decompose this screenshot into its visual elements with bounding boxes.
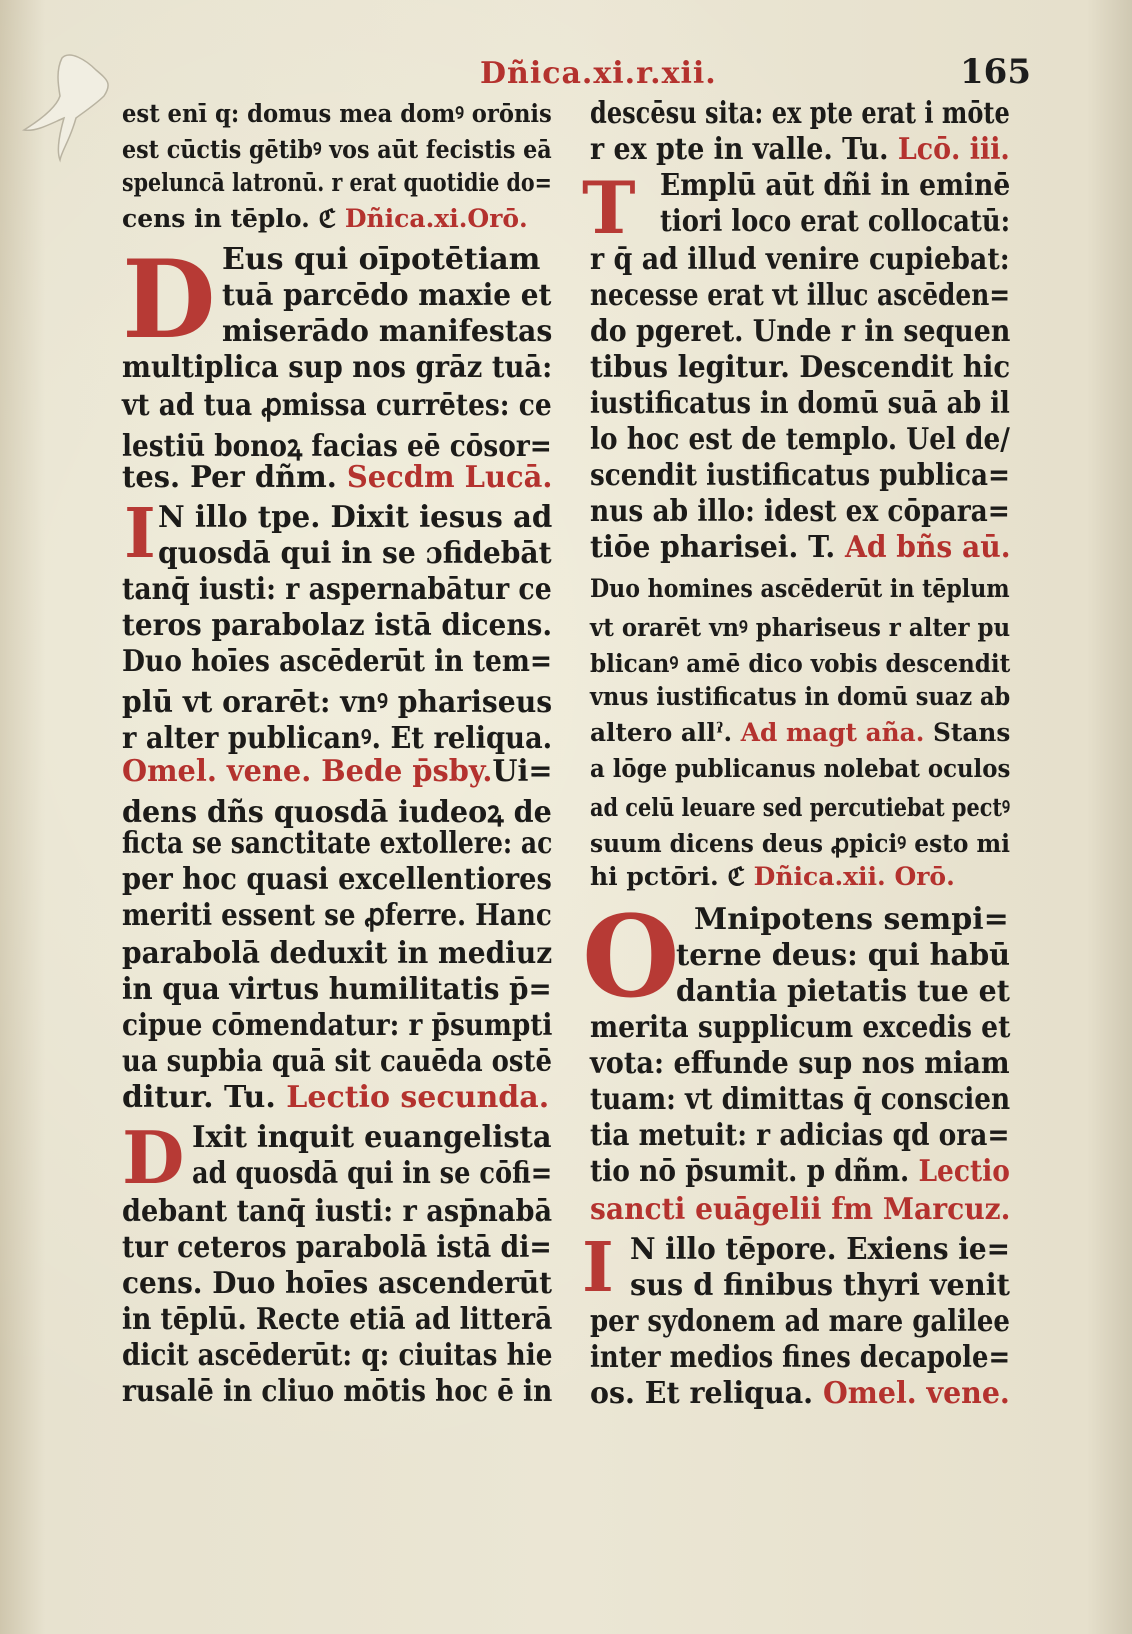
line-text: tia metuit: r adicias qd ora= <box>590 1118 1010 1153</box>
text-line <box>122 1044 552 1079</box>
line-text: parabolā deduxit in mediuz <box>122 936 553 971</box>
line-text: r ex pte in valle. Tu. <box>590 132 889 167</box>
text-line <box>158 536 552 571</box>
text-line <box>122 1374 552 1409</box>
line-text: a lōge publicanus nolebat oculos <box>590 754 1011 783</box>
text-line <box>192 1156 552 1191</box>
line-text: N illo tpe. Dixit iesus ad <box>158 500 553 535</box>
line-text: hi pctōri. ℭ <box>590 862 745 891</box>
line-text: quosdā qui in se ɔfidebāt <box>158 536 552 571</box>
line-text: in qua virtus humilitatis p̄= <box>122 972 552 1007</box>
text-line <box>222 242 540 277</box>
text-line <box>660 168 1010 203</box>
line-text: Mnipotens sempi= <box>694 902 1009 937</box>
rubric-text: Dñica.xi.Orō. <box>336 204 528 233</box>
line-text: r alter publicanꝰ. Et reliqua. <box>122 721 553 756</box>
text-line <box>676 938 1010 973</box>
text-line <box>122 1008 552 1043</box>
line-text: dicit ascēderūt: q: ciuitas hie <box>122 1338 553 1373</box>
text-line <box>676 974 1010 1009</box>
line-text: est cūctis gētibꝰ vos aūt fecistis eā <box>122 135 552 164</box>
line-text: Stans <box>924 718 1011 747</box>
line-text: vota: effunde sup nos miam <box>590 1046 1010 1081</box>
line-text: blicanꝰ amē dico vobis descendit <box>590 649 1011 678</box>
text-line <box>122 898 552 933</box>
line-text: necesse erat vt illuc ascēden= <box>590 278 1011 313</box>
rubricated-initial: T <box>582 165 636 250</box>
line-text: tuam: vt dimittas q̄ conscien <box>590 1082 1011 1117</box>
rubric-text: Lectio <box>909 1154 1010 1189</box>
rubricated-initial: I <box>582 1228 614 1308</box>
line-text: teros parabolaz istā dicens. <box>122 608 553 643</box>
text-line <box>590 1304 1010 1339</box>
line-text: altero allˀ. <box>590 718 733 747</box>
text-line <box>122 1302 552 1337</box>
line-text: ficta se sanctitate extollere: ac <box>122 826 553 861</box>
text-line <box>694 902 1009 937</box>
torn-margin-mark <box>0 0 140 180</box>
line-text: ua supbia quā sit cauēda ostē <box>122 1044 552 1079</box>
text-line <box>590 1192 1010 1227</box>
text-line <box>590 386 1010 421</box>
text-line <box>122 96 552 130</box>
line-text: ditur. Tu. <box>122 1080 276 1115</box>
text-line <box>122 936 552 971</box>
line-text: Duo hoīes ascēderūt in tem= <box>122 644 553 679</box>
text-line <box>122 204 528 233</box>
line-text: suum dicens deus ꝓpiciꝰ esto mi <box>590 829 1011 858</box>
text-line <box>122 716 552 757</box>
line-text: terne deus: qui habū <box>676 938 1011 973</box>
line-text: sus d finibus thyri venit <box>630 1268 1010 1303</box>
text-line <box>122 1194 552 1229</box>
text-line <box>122 608 552 643</box>
text-line <box>630 1268 1010 1303</box>
line-text: N illo tēpore. Exiens ie= <box>630 1232 1011 1267</box>
line-text: os. Et reliqua. <box>590 1376 814 1411</box>
text-line <box>590 278 1010 313</box>
line-text: Eus qui oīpotētiam <box>222 242 541 277</box>
line-text: vt orarēt vnꝰ phariseus r alter pu <box>590 613 1011 642</box>
running-title: Dñica.xi.r.xii. <box>480 56 717 91</box>
text-line <box>122 460 552 495</box>
text-line <box>590 314 1010 349</box>
text-line <box>122 862 552 897</box>
rubric-text: Omel. vene. <box>813 1376 1010 1411</box>
line-text: multiplica sup nos grāz tuā: <box>122 350 553 385</box>
text-line <box>122 424 552 465</box>
text-line <box>122 1338 552 1373</box>
rubric-text: Lectio secunda. <box>275 1080 550 1115</box>
rubricated-initial: D <box>122 1115 185 1200</box>
line-text: dantia pietatis tue et <box>676 974 1010 1009</box>
text-line <box>590 610 1010 644</box>
text-line <box>122 1230 552 1265</box>
text-line <box>590 862 955 891</box>
line-text: iustificatus in domū suā ab il <box>590 386 1010 421</box>
text-line <box>158 500 552 535</box>
line-text: ad celū leuare sed percutiebat pectꝰ <box>590 793 1010 822</box>
line-text: do pgeret. Unde r in sequen <box>590 314 1011 349</box>
rubricated-initial: O <box>582 892 680 1023</box>
text-line <box>122 572 552 607</box>
text-line <box>122 132 552 166</box>
text-line <box>590 718 1010 747</box>
line-text: merita supplicum excedis et <box>590 1010 1011 1045</box>
text-line <box>590 422 1010 457</box>
text-line <box>590 754 1010 783</box>
line-text: tiōe pharisei. T. <box>590 530 836 565</box>
line-text: cens in tēplo. ℭ <box>122 204 337 233</box>
rubric-text: sancti euāgelii fm Marcuz. <box>590 1192 1011 1227</box>
text-line <box>122 1266 552 1301</box>
text-line <box>590 494 1010 529</box>
text-line <box>590 1340 1010 1375</box>
line-text: descēsu sita: ex pte erat i mōte <box>590 96 1010 131</box>
line-text: cens. Duo hoīes ascenderūt <box>122 1266 553 1301</box>
text-line <box>590 574 1010 603</box>
line-text: speluncā latronū. r erat quotidie do= <box>122 168 552 197</box>
line-text: r q̄ ad illud venire cupiebat: <box>590 242 1010 277</box>
line-text: Emplū aūt dñi in eminē <box>660 168 1011 203</box>
text-line <box>590 1154 1010 1189</box>
line-text: vt ad tua ꝓmissa currētes: ce <box>122 388 552 423</box>
page-number: 165 <box>960 52 1031 92</box>
text-line <box>122 826 552 861</box>
text-line <box>192 1120 552 1155</box>
text-line <box>590 96 1010 131</box>
text-line <box>590 1118 1010 1153</box>
line-text: tuā parcēdo maxie et <box>222 278 552 313</box>
text-line <box>660 204 1010 239</box>
rubric-text: Ad bñs aū. <box>835 530 1011 565</box>
line-text: cipue cōmendatur: r p̄sumpti <box>122 1008 553 1043</box>
rubric-text: Dñica.xii. Orō. <box>744 862 955 891</box>
line-text: tiori loco erat collocatū: <box>660 204 1011 239</box>
rubric-text: Omel. vene. Bede p̄sby. <box>122 754 493 789</box>
rubric-text: Ad magt aña. <box>732 718 925 747</box>
text-line <box>122 680 552 721</box>
text-line <box>122 644 552 679</box>
line-text: meriti essent se ꝓferre. Hanc <box>122 898 552 933</box>
text-line <box>590 458 1010 493</box>
text-line <box>222 314 552 349</box>
line-text: tes. Per dñm. <box>122 460 337 495</box>
line-text: dens dñs quosdā iudeoꝝ de <box>122 795 552 830</box>
line-text: per hoc quasi excellentiores <box>122 862 552 897</box>
line-text: vnus iustificatus in domū suaz ab <box>590 682 1011 711</box>
text-line <box>222 278 551 313</box>
text-line <box>122 388 552 423</box>
line-text: Duo homines ascēderūt in tēplum <box>590 574 1010 603</box>
line-text: inter medios fines decapole= <box>590 1340 1011 1375</box>
line-text: per sydonem ad mare galilee <box>590 1304 1010 1339</box>
line-text: rusalē in cliuo mōtis hoc ē in <box>122 1374 553 1409</box>
text-line <box>630 1232 1010 1267</box>
line-text: ad quosdā qui in se cōfi= <box>192 1156 553 1191</box>
rubricated-initial: D <box>122 237 216 363</box>
line-text: tibus legitur. Descendit hic <box>590 350 1011 385</box>
text-line <box>590 132 1010 167</box>
line-text: est enī q: domus mea domꝰ orōnis <box>122 99 552 128</box>
text-line <box>590 242 1010 277</box>
line-text: tanq̄ iusti: r aspernabātur ce <box>122 572 552 607</box>
line-text: Ixit inquit euangelista <box>192 1120 552 1155</box>
text-line <box>122 1080 549 1115</box>
text-line <box>590 826 1010 860</box>
text-line <box>590 790 1010 824</box>
line-text: miserādo manifestas <box>222 314 553 349</box>
text-line <box>590 350 1010 385</box>
line-text: lestiū bonoꝝ facias eē cōsor= <box>122 429 552 464</box>
rubric-text: Lcō. iii. <box>888 132 1010 167</box>
line-text: debant tanq̄ iusti: r asp̄nabā <box>122 1194 553 1229</box>
line-text: tio nō p̄sumit. p dñm. <box>590 1154 910 1189</box>
text-line <box>122 790 552 831</box>
line-text: scendit iustificatus publica= <box>590 458 1010 493</box>
rubricated-initial: I <box>124 494 156 574</box>
line-text: Ui= <box>492 754 553 789</box>
text-line <box>590 530 1011 565</box>
text-line <box>590 682 1010 711</box>
text-line <box>122 168 552 197</box>
text-line <box>122 754 553 789</box>
line-text: plū vt orarēt: vnꝰ phariseus <box>122 685 553 720</box>
text-line <box>590 646 1010 680</box>
line-text: nus ab illo: idest ex cōpara= <box>590 494 1010 529</box>
text-line <box>590 1046 1010 1081</box>
text-line <box>590 1376 1010 1411</box>
rubric-text: Secdm Lucā. <box>336 460 553 495</box>
text-line <box>590 1082 1010 1117</box>
line-text: tur ceteros parabolā istā di= <box>122 1230 552 1265</box>
text-line <box>122 972 552 1007</box>
line-text: lo hoc est de templo. Uel de/ <box>590 422 1010 457</box>
line-text: in tēplū. Recte etiā ad litterā <box>122 1302 553 1337</box>
